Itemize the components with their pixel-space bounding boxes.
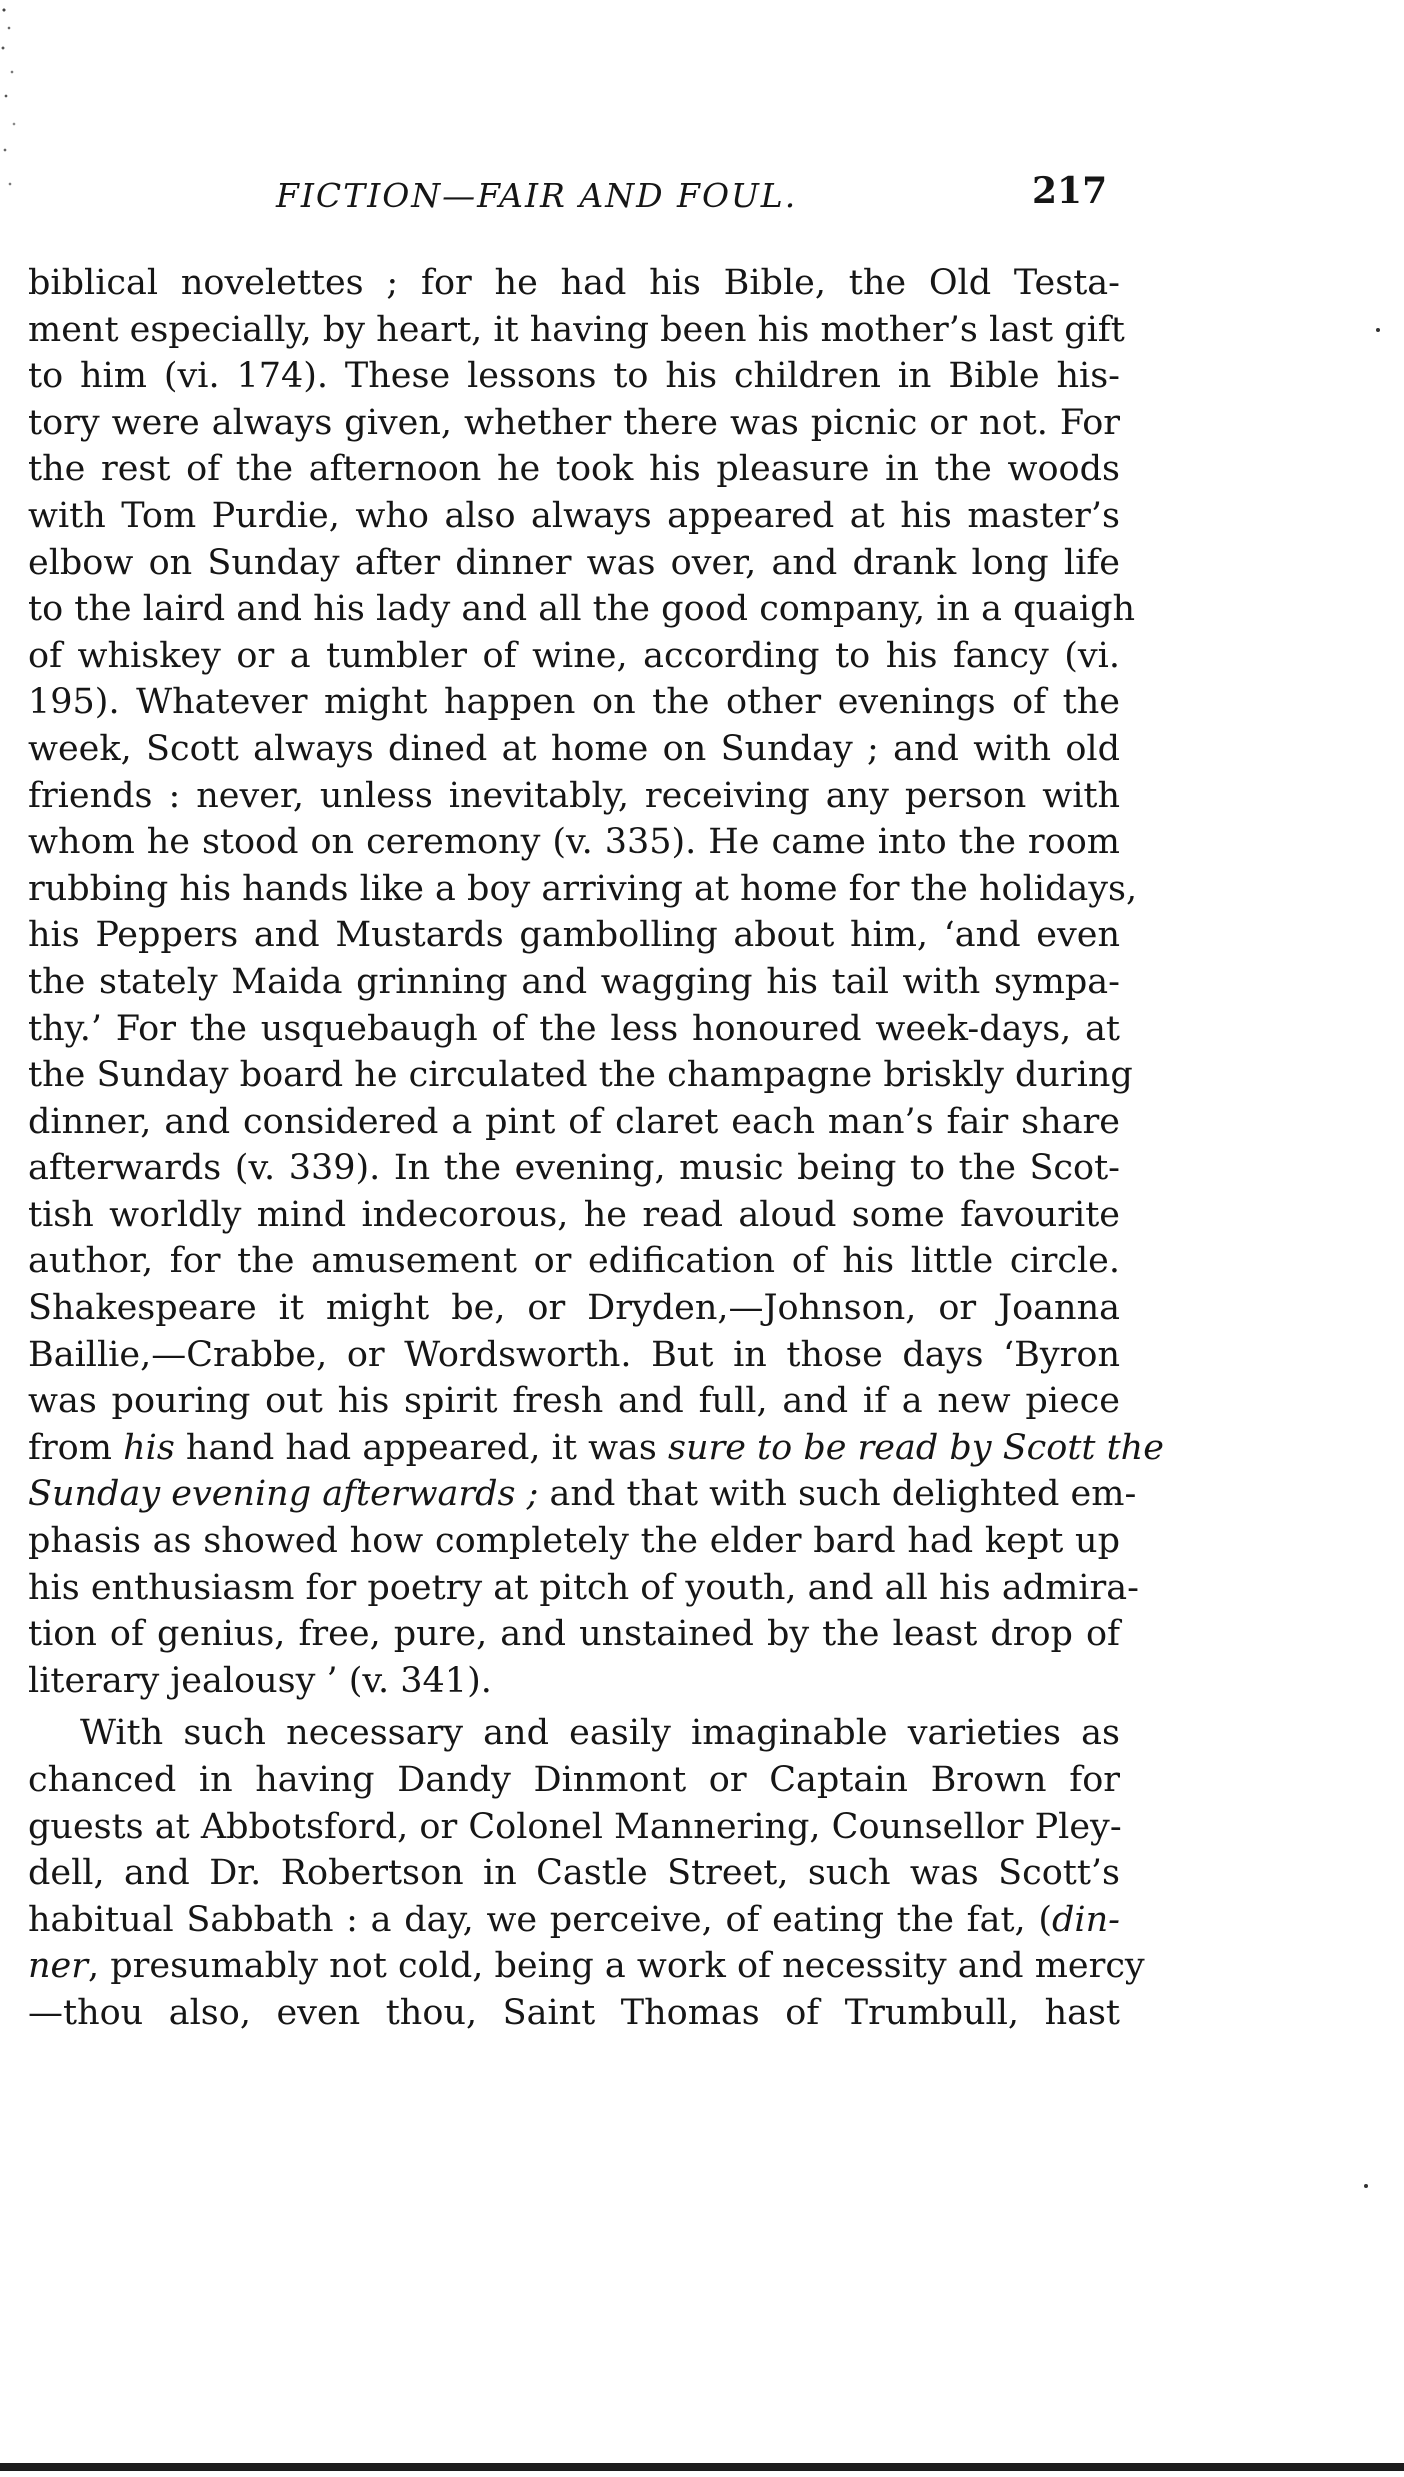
italic-run: Sunday evening afterwards ; <box>28 1474 539 1515</box>
text-line: Baillie,—Crabbe, or Wordsworth. But in those days ‘Byron <box>28 1334 1120 1375</box>
text-line <box>28 1425 1164 1472</box>
text-line: the stately Maida grinning and wagging his tail with sympa- <box>28 961 1120 1002</box>
text-line: literary jealousy ’ (v. 341). <box>28 1660 492 1701</box>
text-line: phasis as showed how completely the elder bard had kept up <box>28 1521 1120 1562</box>
text-line: With such necessary and easily imaginable varieties as <box>80 1713 1120 1754</box>
text-run: , presumably not cold, being a work of necessity and mercy <box>88 1946 1145 1987</box>
text-line: to the laird and his lady and all the good company, in a quaigh <box>28 589 1136 630</box>
text-line: author, for the amusement or edification of his little circle. <box>28 1241 1120 1282</box>
text-line: tish worldly mind indecorous, he read aloud some favourite <box>28 1194 1120 1235</box>
text-line <box>28 1471 1137 1518</box>
margin-mark <box>1376 328 1380 332</box>
text-run: from <box>28 1427 124 1468</box>
text-line: guests at Abbotsford, or Colonel Mannering, Counsellor Pley- <box>28 1806 1122 1847</box>
page-edge-speckle <box>0 0 22 200</box>
text-line: rubbing his hands like a boy arriving at home for the holidays, <box>28 868 1138 909</box>
text-line: friends : never, unless inevitably, receiving any person with <box>28 775 1120 816</box>
margin-mark <box>1364 2184 1368 2188</box>
text-line: elbow on Sunday after dinner was over, and drank long life <box>28 542 1120 583</box>
text-line: week, Scott always dined at home on Sunday ; and with old <box>28 728 1120 769</box>
text-line: chanced in having Dandy Dinmont or Captain Brown for <box>28 1760 1120 1800</box>
page-number: 217 <box>1032 170 1108 212</box>
text-run: and that with such delighted em- <box>538 1474 1137 1515</box>
italic-run: ner <box>28 1946 88 1987</box>
text-line <box>28 1943 1145 1990</box>
text-run: habitual Sabbath : a day, we perceive, of eating the fat, ( <box>28 1899 1053 1940</box>
text-line: with Tom Purdie, who also always appeared at his master’s <box>28 495 1120 536</box>
text-line <box>28 1897 1120 1944</box>
body-text <box>28 260 1164 2037</box>
text-line: —thou also, even thou, Saint Thomas of Trumbull, hast <box>28 1992 1120 2033</box>
scan-bottom-edge <box>0 2463 1404 2471</box>
text-line: dinner, and considered a pint of claret each man’s fair share <box>28 1101 1120 1142</box>
text-line: his enthusiasm for poetry at pitch of youth, and all his admira- <box>28 1567 1139 1608</box>
text-line: afterwards (v. 339). In the evening, music being to the Scot- <box>28 1148 1120 1189</box>
text-line: tion of genius, free, pure, and unstained by the least drop of <box>28 1614 1120 1655</box>
text-line: the Sunday board he circulated the champagne briskly during <box>28 1055 1133 1096</box>
italic-run: din- <box>1052 1899 1120 1940</box>
italic-run: his <box>123 1427 175 1468</box>
text-run: hand had appeared, it was <box>174 1427 668 1468</box>
text-line: to him (vi. 174). These lessons to his children in Bible his- <box>28 356 1120 397</box>
text-line: was pouring out his spirit fresh and full, and if a new piece <box>28 1381 1120 1422</box>
text-line: biblical novelettes ; for he had his Bible, the Old Testa- <box>28 263 1120 303</box>
text-line: of whiskey or a tumbler of wine, according to his fancy (vi. <box>28 635 1120 676</box>
text-line: the rest of the afternoon he took his pleasure in the woods <box>28 449 1120 490</box>
italic-run: sure to be read by Scott the <box>667 1427 1164 1468</box>
text-line: his Peppers and Mustards gambolling about him, ‘and even <box>28 915 1120 956</box>
running-head: FICTION—FAIR AND FOUL. <box>276 176 798 215</box>
text-line: whom he stood on ceremony (v. 335). He came into the room <box>28 822 1120 863</box>
paragraph <box>28 260 1164 1704</box>
text-line: 195). Whatever might happen on the other evenings of the <box>28 682 1120 723</box>
text-line: dell, and Dr. Robertson in Castle Street, such was Scott’s <box>28 1853 1120 1894</box>
text-line: ment especially, by heart, it having been his mother’s last gift <box>28 309 1125 350</box>
paragraph <box>28 1710 1145 2036</box>
text-line: Shakespeare it might be, or Dryden,—Johnson, or Joanna <box>28 1288 1120 1329</box>
text-line: thy.’ For the usquebaugh of the less honoured week-days, at <box>28 1008 1120 1049</box>
text-line: tory were always given, whether there was picnic or not. For <box>28 402 1120 443</box>
